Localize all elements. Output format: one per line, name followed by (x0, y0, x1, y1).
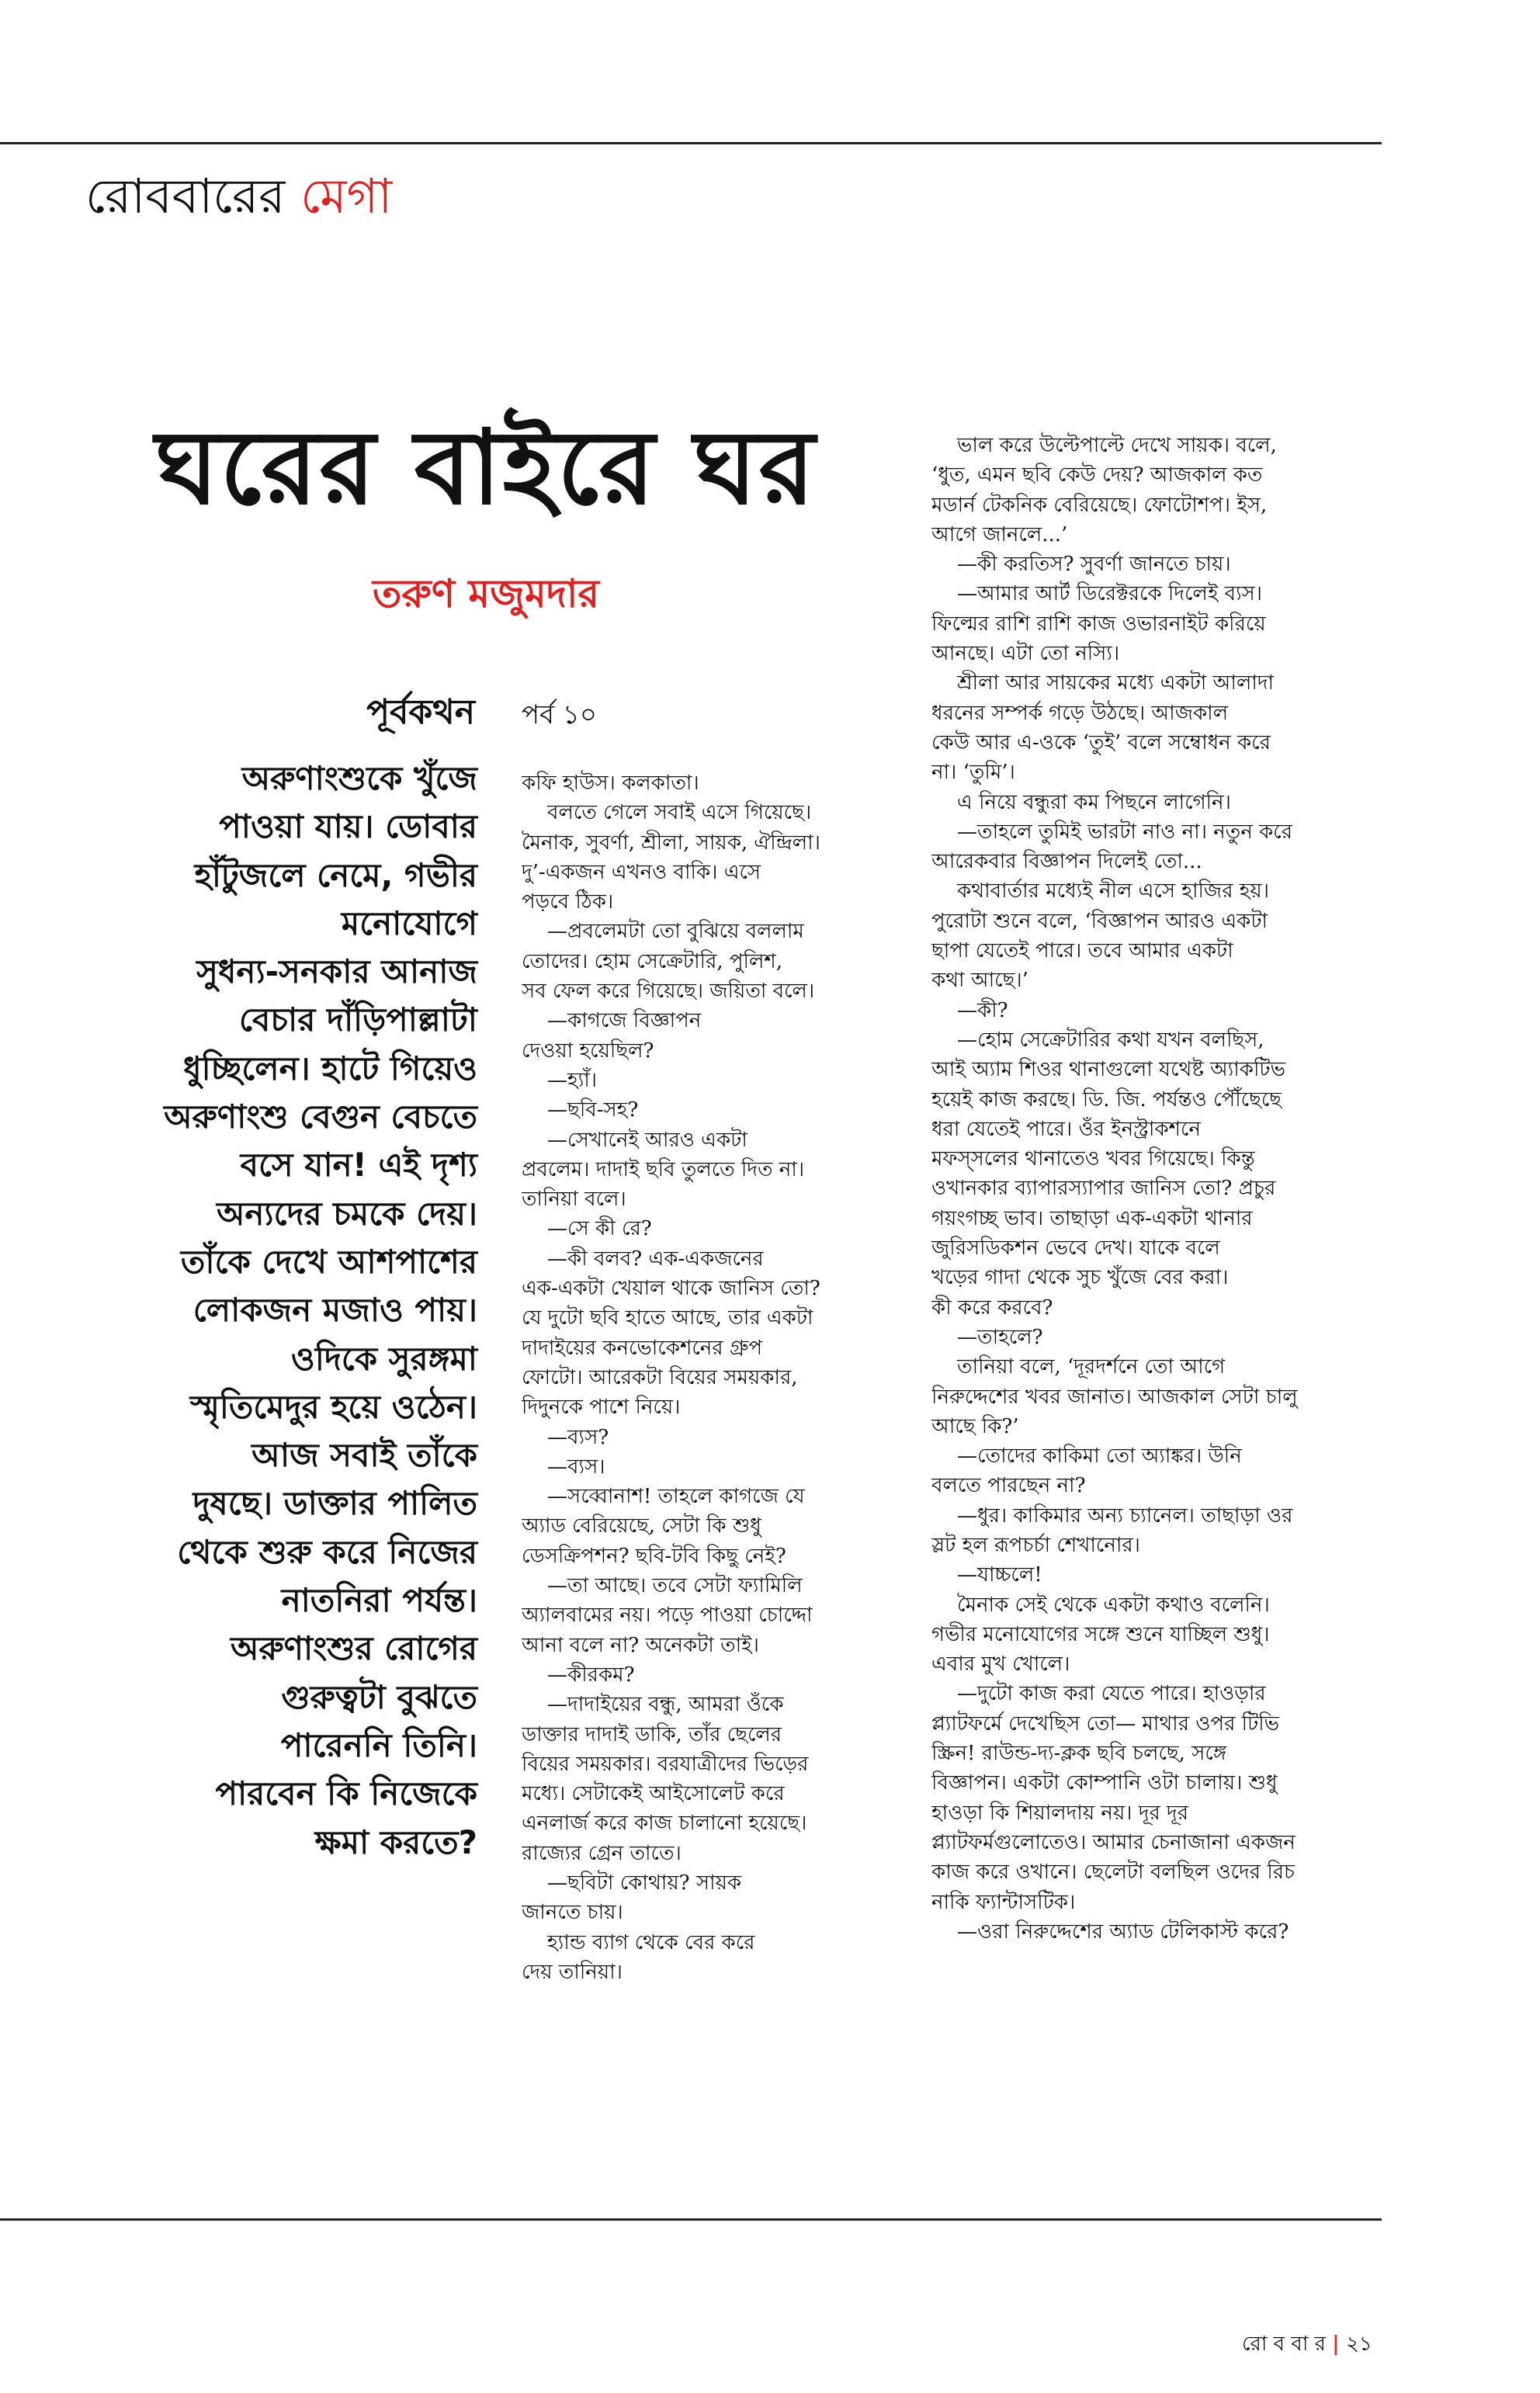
body-line: ধরনের সম্পর্ক গড়ে উঠছে। আজকাল (931, 701, 1229, 725)
story-title: ঘরের বাইরে ঘর (155, 408, 817, 528)
body-line: বলতে পারছেন না? (931, 1474, 1086, 1498)
body-line: তানিয়া বলে। (522, 1188, 626, 1212)
body-line: কথাবার্তার মধ্যেই নীল এসে হাজির হয়। (931, 879, 1270, 903)
body-line: —দুটো কাজ করা যেতে পারে। হাওড়ার (931, 1682, 1266, 1706)
recap-line: অরুণাংশুর রোগের (231, 1629, 477, 1668)
footer-publication: রো ব বা র (1242, 2332, 1326, 2356)
body-line: প্রবলেম। দাদাই ছবি তুলতে দিত না। (522, 1157, 805, 1181)
body-line: দু’-একজন এখনও বাকি। এসে (522, 860, 761, 884)
body-line: মধ্যে। সেটাকেই আইসোলেট করে (522, 1782, 785, 1806)
recap-line: অরুণাংশুকে খুঁজে (241, 759, 477, 797)
body-line: নাকি ফ্যান্টাসটিক। (931, 1890, 1076, 1914)
body-column-2 (931, 431, 1382, 1947)
section-header-prefix: রোববারের (85, 168, 286, 224)
body-line: —কাগজে বিজ্ঞাপন (522, 1009, 702, 1033)
body-line: কফি হাউস। কলকাতা। (522, 772, 699, 795)
body-line: স্লট হল রূপচর্চা শেখানোর। (931, 1533, 1140, 1557)
body-line: না। ‘তুমি’। (931, 761, 1015, 785)
body-line: কী করে করবে? (931, 1295, 1053, 1320)
body-line: বিয়ের সময়কার। বরযাত্রীদের ভিড়ের (522, 1752, 809, 1776)
body-line: আই অ্যাম শিওর থানাগুলো যথেষ্ট অ্যাকটিভ (931, 1058, 1285, 1082)
recap-label: পূর্বকথন (366, 692, 475, 732)
body-line: হ্যান্ড ব্যাগ থেকে বের করে (522, 1930, 755, 1954)
part-label: পর্ব ১০ (522, 699, 597, 730)
recap-line: হাঁটুজলে নেমে, গভীর (194, 855, 477, 894)
body-line: এক-একটা খেয়াল থাকে জানিস তো? (522, 1277, 820, 1301)
page-number: ২১ (1345, 2332, 1372, 2356)
recap-line: ওদিকে সুরঙ্গমা (290, 1339, 477, 1378)
body-line: কেউ আর এ-ওকে ‘তুই’ বলে সম্বোধন করে (931, 730, 1271, 754)
body-line: এনলার্জ করে কাজ চালানো হয়েছে। (522, 1812, 807, 1836)
body-line: হাওড়া কি শিয়ালদায় নয়। দূর দূর (931, 1801, 1189, 1825)
body-line: ‘ধুত, এমন ছবি কেউ দেয়? আজকাল কত (931, 463, 1263, 487)
body-line: ওখানকার ব্যাপারস্যাপার জানিস তো? প্রচুর (931, 1177, 1276, 1201)
body-line: জানতে চায়। (522, 1901, 623, 1925)
recap-text (101, 754, 477, 1867)
footer-separator: | (1332, 2332, 1340, 2356)
body-line: মফস্‌সলের থানাতেও খবর গিয়েছে। কিন্তু (931, 1147, 1255, 1171)
body-line: যে দুটো ছবি হাতে আছে, তার একটা (522, 1306, 813, 1330)
body-line: প্ল্যাটফর্মে দেখেছিস তো— মাথার ওপর টিভি (931, 1712, 1280, 1736)
body-line: কথা আছে।’ (931, 969, 1028, 993)
body-line: নিরুদ্দেশের খবর জানাত। আজকাল সেটা চালু (931, 1385, 1298, 1409)
body-line: তানিয়া বলে, ‘দূরদর্শনে তো আগে (931, 1355, 1226, 1379)
body-line: —কী করতিস? সুবর্ণা জানতে চায়। (931, 553, 1231, 577)
body-line: —কী বলব? এক-একজনের (522, 1247, 764, 1271)
body-line: —সে কী রে? (522, 1217, 652, 1241)
body-line: মৈনাক সেই থেকে একটা কথাও বলেনি। (931, 1593, 1270, 1617)
body-line: আগে জানলে...’ (931, 522, 1068, 546)
body-line: অ্যালবামের নয়। পড়ে পাওয়া চোদ্দো (522, 1604, 813, 1628)
recap-line: মনোযোগে (341, 903, 477, 942)
top-rule (0, 142, 1382, 144)
recap-line: থেকে শুরু করে নিজের (177, 1532, 477, 1571)
body-line: এ নিয়ে বন্ধুরা কম পিছনে লাগেনি। (931, 790, 1231, 814)
body-line: খড়ের গাদা থেকে সুচ খুঁজে বের করা। (931, 1266, 1229, 1290)
recap-line: স্মৃতিমেদুর হয়ে ওঠেন। (189, 1387, 477, 1426)
recap-line: গুরুত্বটা বুঝতে (281, 1677, 477, 1716)
section-header-accent: মেগা (300, 168, 393, 224)
bottom-rule (0, 2218, 1382, 2221)
page-footer (1242, 2329, 1372, 2360)
body-line: বিজ্ঞাপন। একটা কোম্পানি ওটা চালায়। শুধু (931, 1771, 1278, 1795)
body-line: —তা আছে। তবে সেটা ফ্যামিলি (522, 1574, 803, 1598)
body-line: সব ফেল করে গিয়েছে। জয়িতা বলে। (522, 980, 815, 1004)
body-line: —ওরা নিরুদ্দেশের অ্যাড টেলিকাস্ট করে? (931, 1920, 1289, 1944)
recap-line: তাঁকে দেখে আশপাশের (180, 1242, 477, 1281)
body-line: শ্রীলা আর সায়কের মধ্যে একটা আলাদা (931, 671, 1275, 695)
body-line: পড়বে ঠিক। (522, 890, 614, 914)
body-line: পুরোটা শুনে বলে, ‘বিজ্ঞাপন আরও একটা (931, 909, 1268, 933)
recap-line: দুষছে। ডাক্তার পালিত (192, 1484, 477, 1523)
body-line: —তাহলে তুমিই ভারটা নাও না। নতুন করে (931, 820, 1293, 844)
body-line: গভীর মনোযোগের সঙ্গে শুনে যাচ্ছিল শুধু। (931, 1622, 1270, 1646)
body-line: —কীরকম? (522, 1663, 635, 1687)
body-line: হয়েই কাজ করছে। ডি. জি. পর্যন্তও পৌঁছেছে (931, 1087, 1282, 1112)
recap-line: পাওয়া যায়। ডোবার (219, 807, 477, 846)
recap-line: অরুণাংশু বেগুন বেচতে (164, 1098, 477, 1136)
body-line: ভাল করে উল্টেপাল্টে দেখে সায়ক। বলে, (931, 434, 1277, 457)
recap-line: বেচার দাঁড়িপাল্লাটা (238, 1001, 477, 1039)
body-line: আছে কি?’ (931, 1414, 1019, 1438)
body-line: ধরা যেতেই পারে। ওঁর ইনস্ট্রাকশনে (931, 1117, 1201, 1141)
recap-line: ক্ষমা করতে? (314, 1822, 477, 1861)
recap-line: লোকজন মজাও পায়। (192, 1291, 477, 1330)
body-line: তোদের। হোম সেক্রেটারি, পুলিশ, (522, 949, 783, 973)
body-line: মৈনাক, সুবর্ণা, শ্রীলা, সায়ক, ঐন্দ্রিলা। (522, 831, 820, 855)
body-line: গয়ংগচ্ছ ভাব। তাছাড়া এক-একটা থানার (931, 1206, 1253, 1230)
recap-line: সুধন্য-সনকার আনাজ (196, 952, 477, 991)
recap-line: পারেননি তিনি। (280, 1725, 477, 1764)
body-line: দেওয়া হয়েছিল? (522, 1039, 654, 1063)
body-line: কাজ করে ওখানে। ছেলেটা বলছিল ওদের রিচ (931, 1861, 1295, 1885)
body-line: —সব্বোনাশ! তাহলে কাগজে যে (522, 1485, 805, 1509)
recap-line: ধুচ্ছিলেন। হাটে গিয়েও (183, 1049, 477, 1087)
body-line: রাজ্যের গ্রেন তাতে। (522, 1841, 682, 1865)
body-line: ছাপা যেতেই পারে। তবে আমার একটা (931, 939, 1233, 963)
body-line: —যাচ্চলে! (931, 1563, 1042, 1587)
recap-line: আজ সবাই তাঁকে (251, 1436, 477, 1475)
body-line: —দাদাইয়ের বন্ধু, আমরা ওঁকে (522, 1693, 784, 1717)
body-column-1 (522, 768, 972, 1987)
body-line: আনা বলে না? অনেকটা তাই। (522, 1633, 759, 1657)
body-line: মডার্ন টেকনিক বেরিয়েছে। ফোটোশপ। ইস, (931, 493, 1268, 517)
body-line: প্ল্যাটফর্মগুলোতেও। আমার চেনাজানা একজন (931, 1830, 1295, 1854)
recap-line: অন্যদের চমকে দেয়। (216, 1194, 477, 1233)
body-line: অ্যাড বেরিয়েছে, সেটা কি শুধু (522, 1514, 761, 1538)
body-line: ডাক্তার দাদাই ডাকি, তাঁর ছেলের (522, 1722, 782, 1746)
body-line: —ধুর। কাকিমার অন্য চ্যানেল। তাছাড়া ওর (931, 1503, 1293, 1528)
body-line: দাদাইয়ের কনভোকেশনের গ্রুপ (522, 1336, 763, 1360)
body-line: —কী? (931, 998, 1008, 1022)
body-line: আরেকবার বিজ্ঞাপন দিলেই তো... (931, 850, 1202, 874)
body-line: —প্রবলেমটা তো বুঝিয়ে বললাম (522, 920, 804, 944)
body-line: আনছে। এটা তো নস্যি। (931, 642, 1120, 666)
body-line: —তোদের কাকিমা তো অ্যাঙ্কর। উনি (931, 1444, 1242, 1469)
body-line: স্ক্রিন! রাউন্ড-দ্য-ক্লক ছবি চলছে, সঙ্গে (931, 1742, 1227, 1766)
author-name: তরুণ মজুমদার (373, 571, 600, 616)
body-line: দিদুনকে পাশে নিয়ে। (522, 1396, 681, 1420)
body-line: —সেখানেই আরও একটা (522, 1128, 747, 1152)
recap-line: নাতনিরা পর্যন্ত। (281, 1581, 477, 1620)
body-line: এবার মুখ খোলে। (931, 1653, 1070, 1677)
recap-line: বসে যান! এই দৃশ্য (240, 1146, 477, 1184)
body-line: ফিল্মের রাশি রাশি কাজ ওভারনাইট করিয়ে (931, 612, 1266, 636)
body-line: —ছবি-সহ? (522, 1098, 639, 1122)
recap-line: পারবেন কি নিজেকে (215, 1774, 477, 1813)
body-line: জুরিসডিকশন ভেবে দেখ। যাকে বলে (931, 1236, 1220, 1261)
body-line: —হ্যাঁ। (522, 1068, 598, 1092)
body-line: —হোম সেক্রেটারির কথা যখন বলছিস, (931, 1028, 1264, 1052)
body-line: ফোটো। আরেকটা বিয়ের সময়কার, (522, 1365, 798, 1389)
body-line: —তাহলে? (931, 1325, 1043, 1349)
body-line: —ব্যস। (522, 1455, 605, 1479)
body-line: —ব্যস? (522, 1425, 609, 1449)
body-line: ডেসক্রিপশন? ছবি-টবি কিছু নেই? (522, 1544, 786, 1568)
body-line: বলতে গেলে সবাই এসে গিয়েছে। (522, 801, 812, 825)
section-header (85, 161, 392, 231)
body-line: দেয় তানিয়া। (522, 1960, 623, 1984)
body-line: —আমার আর্ট ডিরেক্টরকে দিলেই ব্যস। (931, 582, 1263, 606)
body-line: —ছবিটা কোথায়? সায়ক (522, 1871, 742, 1895)
